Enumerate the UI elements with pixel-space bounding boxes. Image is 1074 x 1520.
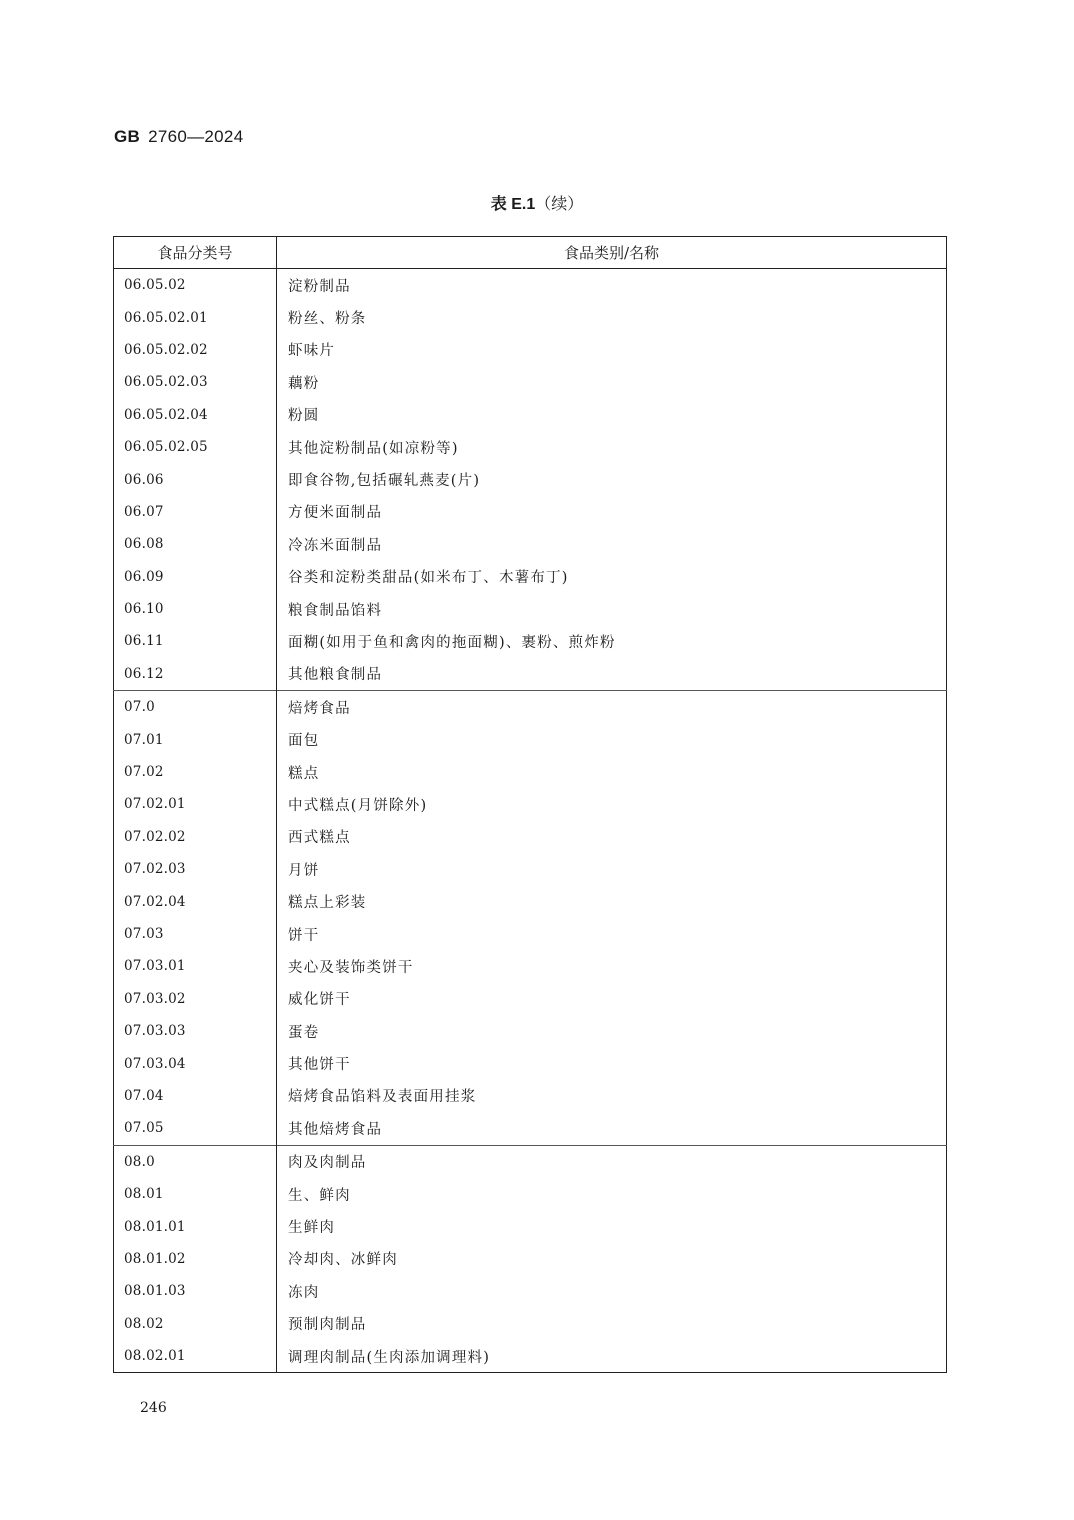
table-header-row (114, 237, 947, 269)
table-row (114, 723, 947, 755)
category-code: 07.02.01 (114, 788, 277, 820)
category-code: 07.02.02 (114, 821, 277, 853)
table-row (114, 399, 947, 431)
table-row (114, 853, 947, 885)
category-name: 谷类和淀粉类甜品(如米布丁、木薯布丁) (288, 570, 569, 587)
table-row (114, 528, 947, 560)
category-name: 焙烤食品馅料及表面用挂浆 (288, 1089, 477, 1106)
category-code: 06.05.02.05 (114, 431, 277, 463)
category-code: 07.02 (114, 756, 277, 788)
category-code: 07.03.04 (114, 1047, 277, 1079)
category-code: 07.01 (114, 723, 277, 755)
category-name: 冷冻米面制品 (288, 537, 383, 554)
category-name: 生、鲜肉 (288, 1187, 351, 1204)
category-name: 中式糕点(月饼除外) (288, 797, 428, 814)
table-row (114, 1145, 947, 1178)
table-row (114, 821, 947, 853)
category-code: 06.05.02.03 (114, 366, 277, 398)
table-body (114, 269, 947, 1373)
category-name: 肉及肉制品 (277, 1145, 947, 1178)
table-row (114, 1340, 947, 1373)
table-row (114, 788, 947, 820)
header-code: 食品分类号 (114, 237, 277, 269)
category-name: 粮食制品馅料 (288, 602, 383, 619)
category-name: 糕点 (288, 765, 320, 782)
category-code: 07.04 (114, 1080, 277, 1112)
category-code: 08.02 (114, 1308, 277, 1340)
table-title (0, 191, 1074, 214)
table-row (114, 431, 947, 463)
category-name: 淀粉制品 (288, 278, 351, 295)
standard-code: GB (114, 127, 141, 146)
category-name: 威化饼干 (288, 992, 351, 1009)
category-code: 06.12 (114, 658, 277, 691)
table-row (114, 983, 947, 1015)
category-code: 06.06 (114, 463, 277, 495)
category-code: 08.01.02 (114, 1243, 277, 1275)
category-code: 06.09 (114, 561, 277, 593)
category-code: 07.05 (114, 1112, 277, 1145)
standard-header (114, 127, 243, 147)
category-name: 其他焙烤食品 (288, 1121, 383, 1138)
category-name: 蛋卷 (288, 1024, 320, 1041)
table-row (114, 658, 947, 691)
category-name: 虾味片 (288, 343, 336, 360)
table-row (114, 625, 947, 657)
category-code: 06.05.02.04 (114, 399, 277, 431)
table-row (114, 561, 947, 593)
category-name: 冻肉 (288, 1284, 320, 1301)
table-row (114, 269, 947, 302)
table-title-suffix: （续） (535, 194, 584, 213)
category-code: 08.01.01 (114, 1210, 277, 1242)
category-code: 07.02.04 (114, 885, 277, 917)
category-code: 08.0 (114, 1145, 277, 1178)
table-row (114, 1275, 947, 1307)
category-name: 调理肉制品(生肉添加调理料) (288, 1349, 491, 1366)
category-name: 糕点上彩装 (288, 895, 367, 912)
category-name: 粉圆 (288, 408, 320, 425)
table-row (114, 1243, 947, 1275)
category-code: 06.08 (114, 528, 277, 560)
category-name: 其他淀粉制品(如凉粉等) (288, 440, 459, 457)
category-name: 冷却肉、冰鲜肉 (288, 1252, 398, 1269)
category-code: 07.03 (114, 918, 277, 950)
category-name: 面糊(如用于鱼和禽肉的拖面糊)、裹粉、煎炸粉 (288, 634, 616, 651)
category-code: 06.05.02.01 (114, 301, 277, 333)
table-row (114, 1112, 947, 1145)
table-title-label: 表 E.1 (490, 196, 536, 213)
table-row (114, 1080, 947, 1112)
table-row (114, 1178, 947, 1210)
category-code: 07.0 (114, 691, 277, 724)
table-row (114, 885, 947, 917)
category-name: 生鲜肉 (288, 1220, 336, 1237)
category-code: 08.01.03 (114, 1275, 277, 1307)
category-code: 06.05.02.02 (114, 334, 277, 366)
table-row (114, 691, 947, 724)
category-code: 07.02.03 (114, 853, 277, 885)
category-name: 藕粉 (288, 375, 320, 392)
category-code: 06.07 (114, 496, 277, 528)
table-row (114, 1047, 947, 1079)
category-name: 即食谷物,包括碾轧燕麦(片) (288, 473, 481, 490)
category-name: 其他饼干 (288, 1057, 351, 1074)
table-row (114, 463, 947, 495)
table-row (114, 334, 947, 366)
table-row (114, 1015, 947, 1047)
table-row (114, 918, 947, 950)
table-row (114, 1210, 947, 1242)
table-row (114, 950, 947, 982)
table-row (114, 366, 947, 398)
category-code: 07.03.02 (114, 983, 277, 1015)
category-code: 06.05.02 (114, 269, 277, 302)
category-name: 预制肉制品 (288, 1317, 367, 1334)
food-category-table (113, 236, 947, 1373)
table-row (114, 756, 947, 788)
table-row (114, 301, 947, 333)
table-row (114, 496, 947, 528)
table-row (114, 1308, 947, 1340)
category-code: 06.10 (114, 593, 277, 625)
category-name: 其他粮食制品 (288, 667, 383, 684)
category-name: 粉丝、粉条 (288, 311, 367, 328)
table-row (114, 593, 947, 625)
standard-number: 2760—2024 (148, 127, 244, 146)
page-number: 246 (140, 1400, 167, 1416)
category-code: 06.11 (114, 625, 277, 657)
category-name: 面包 (288, 733, 320, 750)
category-code: 08.01 (114, 1178, 277, 1210)
category-name: 西式糕点 (288, 830, 351, 847)
category-name: 月饼 (288, 862, 320, 879)
category-name: 饼干 (288, 927, 320, 944)
category-code: 08.02.01 (114, 1340, 277, 1373)
category-code: 07.03.03 (114, 1015, 277, 1047)
header-name: 食品类别/名称 (277, 237, 947, 269)
category-name: 方便米面制品 (288, 505, 383, 522)
category-code: 07.03.01 (114, 950, 277, 982)
category-name: 夹心及装饰类饼干 (288, 959, 414, 976)
category-name: 焙烤食品 (277, 691, 947, 724)
